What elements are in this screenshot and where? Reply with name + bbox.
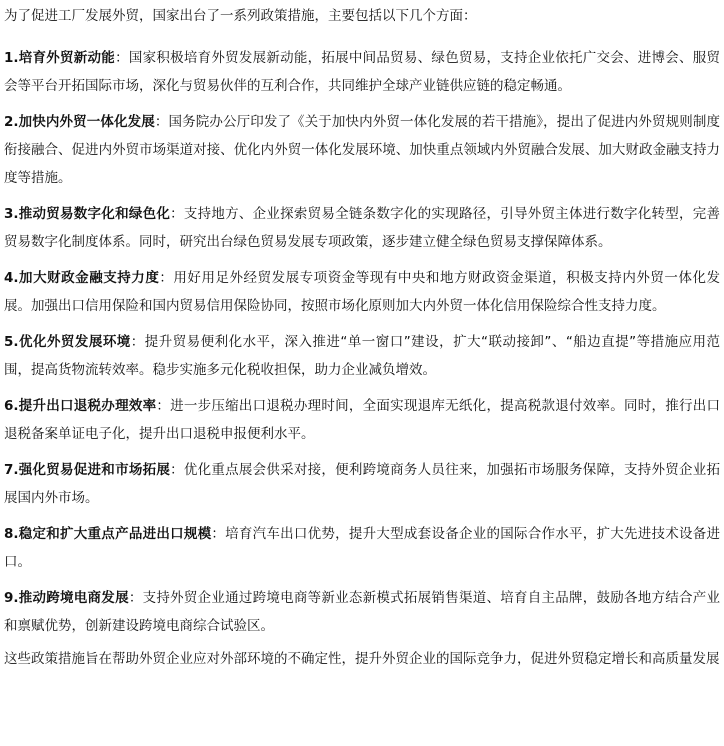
item-colon: ： — [170, 206, 184, 222]
item-colon: ： — [211, 526, 226, 542]
item-text: 进一步压缩出口退税办理时间，全面实现退库无纸化，提高税款退付效率。同时，推行出口退税备案单证电子化，提升出口退税申报便利水平。 — [4, 398, 721, 442]
outro-paragraph: 这些政策措施旨在帮助外贸企业应对外部环境的不确定性，提升外贸企业的国际竞争力，促进外贸稳定增长和高质量发展 — [4, 651, 720, 667]
item-text: 提升贸易便利化水平，深入推进“单一窗口”建设，扩大“联动接卸”、“船边直提”等措施应用范围，提高货物流转效率。稳步实施多元化税收担保，助力企业减负增效。 — [4, 334, 721, 378]
item-number: 5. — [4, 334, 19, 350]
item-colon: ： — [130, 334, 145, 350]
policy-list — [4, 44, 720, 640]
item-colon: ： — [115, 50, 129, 66]
item-number: 8. — [4, 526, 19, 542]
item-colon: ： — [154, 114, 169, 130]
item-title: 稳定和扩大重点产品进出口规模 — [18, 526, 212, 542]
item-title: 加快内外贸一体化发展 — [18, 114, 155, 130]
policy-item-3 — [4, 200, 720, 256]
item-text: 用好用足外经贸发展专项资金等现有中央和地方财政资金渠道，积极支持内外贸一体化发展。加强出口信用保险和国内贸易信用保险协同，按照市场化原则加大内外贸一体化信用保险综合性支持力度。 — [4, 270, 721, 314]
item-title: 培育外贸新动能 — [18, 50, 116, 66]
item-text: 国家积极培育外贸发展新动能，拓展中间品贸易、绿色贸易，支持企业依托广交会、进博会、服贸会等平台开拓国际市场，深化与贸易伙伴的互利合作，共同维护全球产业链供应链的稳定畅通。 — [4, 50, 721, 94]
item-number: 7. — [4, 462, 19, 478]
policy-item-2 — [4, 108, 720, 192]
item-title: 推动跨境电商发展 — [18, 590, 129, 606]
item-title: 加大财政金融支持力度 — [18, 270, 160, 286]
item-number: 1. — [4, 50, 19, 66]
policy-item-4 — [4, 264, 720, 320]
item-title: 强化贸易促进和市场拓展 — [18, 462, 171, 478]
item-number: 2. — [4, 114, 19, 130]
policy-item-1 — [4, 44, 720, 100]
item-number: 4. — [4, 270, 19, 286]
policy-item-5 — [4, 328, 720, 384]
item-number: 9. — [4, 590, 19, 606]
item-title: 优化外贸发展环境 — [18, 334, 131, 350]
policy-item-7 — [4, 456, 720, 512]
item-text: 培育汽车出口优势，提升大型成套设备企业的国际合作水平，扩大先进技术设备进口。 — [4, 526, 721, 570]
policy-item-9 — [4, 584, 720, 640]
item-text: 支持地方、企业探索贸易全链条数字化的实现路径，引导外贸主体进行数字化转型，完善贸易数字化制度体系。同时，研究出台绿色贸易发展专项政策，逐步建立健全绿色贸易支撑保障体系。 — [4, 206, 721, 250]
item-title: 提升出口退税办理效率 — [18, 398, 157, 414]
item-text: 支持外贸企业通过跨境电商等新业态新模式拓展销售渠道、培育自主品牌，鼓励各地方结合产业和禀赋优势，创新建设跨境电商综合试验区。 — [4, 590, 721, 634]
item-title: 推动贸易数字化和绿色化 — [18, 206, 171, 222]
item-number: 6. — [4, 398, 19, 414]
policy-item-8 — [4, 520, 720, 576]
intro-paragraph: 为了促进工厂发展外贸，国家出台了一系列政策措施，主要包括以下几个方面： — [4, 8, 477, 24]
item-colon: ： — [128, 590, 143, 606]
item-colon: ： — [159, 270, 174, 286]
item-colon: ： — [170, 462, 184, 478]
item-colon: ： — [156, 398, 171, 414]
item-text: 优化重点展会供采对接，便利跨境商务人员往来，加强拓市场服务保障，支持外贸企业拓展国内外市场。 — [4, 462, 721, 506]
policy-item-6 — [4, 392, 720, 448]
item-number: 3. — [4, 206, 19, 222]
item-text: 国务院办公厅印发了《关于加快内外贸一体化发展的若干措施》，提出了促进内外贸规则制度衔接融合、促进内外贸市场渠道对接、优化内外贸一体化发展环境、加快重点领域内外贸融合发展、加大财政金融支持力度等措施。 — [4, 114, 721, 186]
